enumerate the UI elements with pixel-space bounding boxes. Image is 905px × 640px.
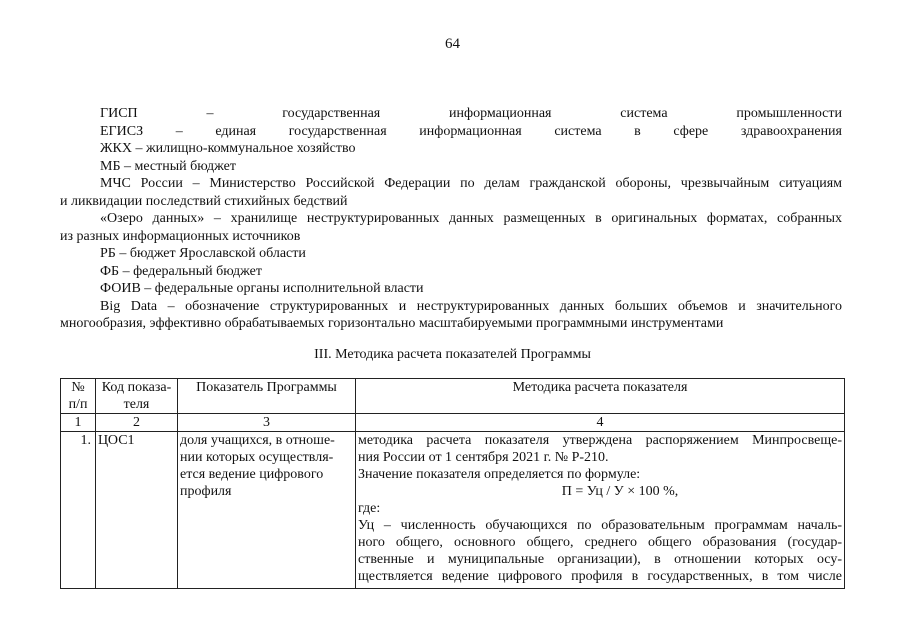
header-indicator: Показатель Программы — [178, 379, 356, 414]
indicator-method-table — [60, 378, 845, 589]
column-number: 4 — [356, 414, 845, 432]
calculation-method: методика расчета показателя утверждена распоряжением Минпросвеще- ния России от 1 сентября 2021 г. № Р-210. Значение показателя определяется по формуле: П = Уц / У × 100 %, где: Уц – численность обучающихся по образовательным программам началь- ного общего, основного общего, среднего общего образования (государ- ственные и муниципальные организации), в отношении которых осу- ществляется ведение цифрового профиля в государственных, в том числе — [356, 432, 845, 589]
table-header-row — [61, 379, 845, 414]
column-number: 2 — [96, 414, 178, 432]
row-number: 1. — [61, 432, 96, 589]
header-num: № п/п — [61, 379, 96, 414]
abbreviation-big-data: Big Data – обозначение структурированных и неструктурированных данных больших объемов и значительного — [100, 298, 842, 314]
abbreviation-mb: МБ – местный бюджет — [100, 158, 236, 174]
table-row — [61, 432, 845, 589]
abbreviation-foiv: ФОИВ – федеральные органы исполнительной власти — [100, 281, 424, 296]
abbreviation-big-data-continued: многообразия, эффективно обрабатываемых горизонтально масштабируемыми программными инструментами — [60, 316, 724, 331]
abbreviation-data-lake: «Озеро данных» – хранилище неструктурированных данных размещенных в оригинальных форматах, собранных — [100, 211, 842, 226]
column-number: 1 — [61, 414, 96, 432]
section-title: III. Методика расчета показателей Программы — [314, 347, 591, 362]
page-number: 64 — [445, 36, 460, 52]
abbreviation-gisp: ГИСП – государственная информационная система промышленности — [100, 106, 842, 121]
formula: П = Уц / У × 100 %, — [561, 484, 679, 499]
abbreviation-mchs: МЧС России – Министерство Российской Федерации по делам гражданской обороны, чрезвычайным ситуациям — [100, 176, 842, 191]
abbreviation-mchs-continued: и ликвидации последствий стихийных бедствий — [60, 193, 348, 209]
abbreviation-fb: ФБ – федеральный бюджет — [100, 263, 262, 279]
column-number: 3 — [178, 414, 356, 432]
column-number-row — [61, 414, 845, 432]
indicator-name: доля учащихся, в отноше- нии которых осуществля- ется ведение цифрового профиля — [178, 432, 356, 589]
indicator-code: ЦОС1 — [96, 432, 178, 589]
abbreviation-list — [60, 105, 842, 333]
abbreviation-zhkh: ЖКХ – жилищно-коммунальное хозяйство — [100, 141, 356, 156]
header-code: Код показа- теля — [96, 379, 178, 414]
abbreviation-rb: РБ – бюджет Ярославской области — [100, 246, 306, 261]
abbreviation-egisz: ЕГИСЗ – единая государственная информационная система в сфере здравоохранения — [100, 123, 842, 139]
header-method: Методика расчета показателя — [356, 379, 845, 414]
abbreviation-data-lake-continued: из разных информационных источников — [60, 228, 301, 244]
